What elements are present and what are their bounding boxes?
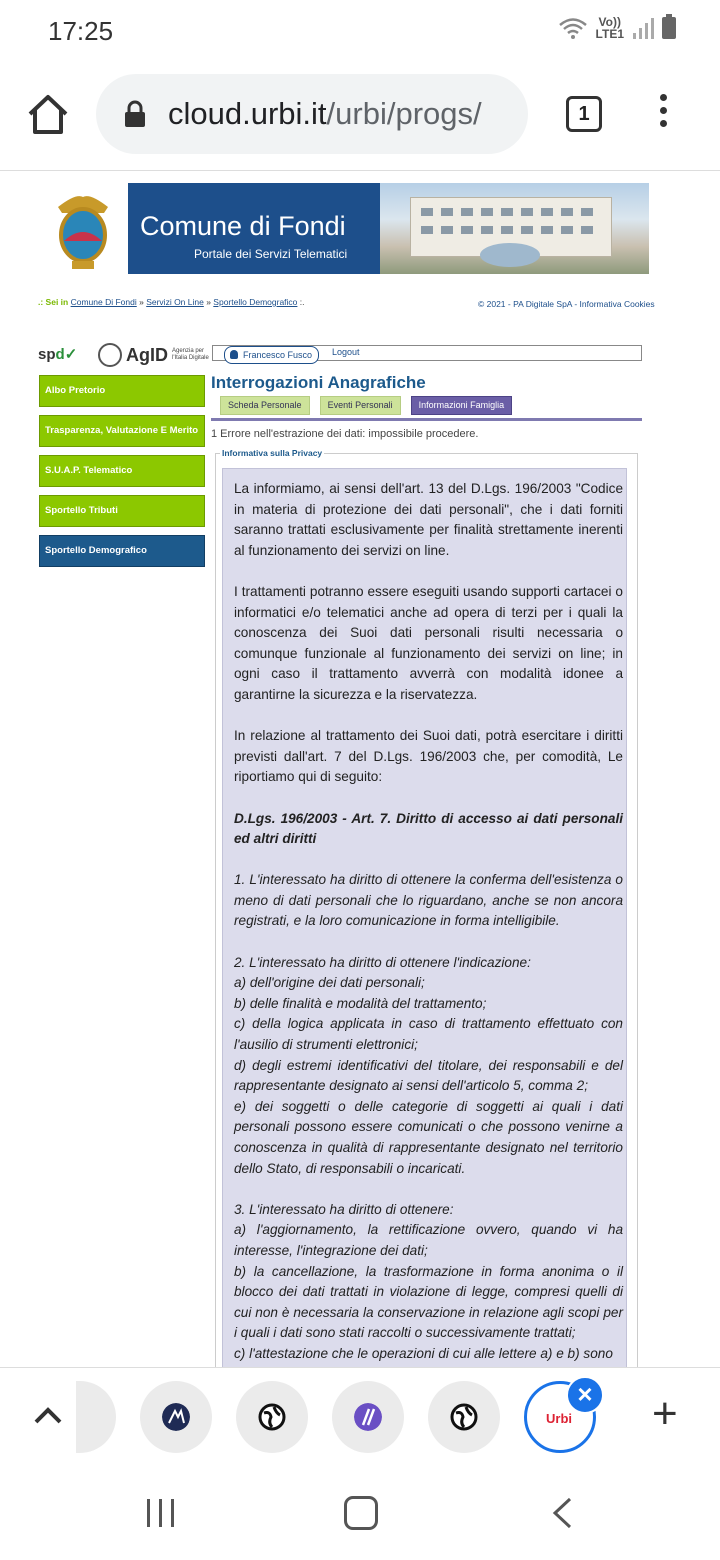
more-menu-icon[interactable] bbox=[656, 94, 670, 134]
privacy-clause: b) delle finalità e modalità del trattamento; bbox=[234, 995, 487, 1011]
privacy-paragraph: In relazione al trattamento dei Suoi dati, potrà esercitare i diritti previsti dall'art. 7 del D.Lgs. 196/2003 che, per comodità, Le riportiamo qui di seguito: bbox=[234, 728, 623, 785]
privacy-clause: a) l'aggiornamento, la rettificazione ovvero, quando vi ha interesse, l'integrazione dei dati; bbox=[234, 1222, 623, 1258]
privacy-paragraph: I trattamenti potranno essere eseguiti usando supporti cartacei o informatici e/o telematici anche ad opera di terzi per i quali la conoscenza dei Suoi dati personali risulti necessaria o comunque funzionale al funzionamento dei servizi on line; in ogni caso il trattamento avverrà con modalità idonee a garantirne la sicurezza e la riservatezza. bbox=[234, 583, 623, 702]
agid-logo: AgID Agenzia per l'Italia Digitale bbox=[98, 343, 212, 367]
signal-icon bbox=[632, 17, 654, 39]
privacy-clause: c) l'attestazione che le operazioni di cui alle lettere a) e b) sono bbox=[234, 1345, 613, 1361]
tab-thumbnail[interactable] bbox=[76, 1381, 116, 1453]
privacy-article-heading: D.Lgs. 196/2003 - Art. 7. Diritto di accesso ai dati personali ed altri diritti bbox=[234, 810, 623, 847]
browser-toolbar bbox=[0, 62, 720, 171]
privacy-fieldset bbox=[215, 448, 638, 1367]
new-tab-icon[interactable]: + bbox=[652, 1389, 678, 1438]
privacy-clause: e) dei soggetti o delle categorie di soggetti ai quali i dati personali possono essere comunicati o che possono venirne a conoscenza in qualità di rappresentante designato nel territorio dello Stato, di responsabili o incaricati. bbox=[234, 1098, 623, 1176]
privacy-clause: b) la cancellazione, la trasformazione in forma anonima o il blocco dei dati trattati in violazione di legge, compresi quelli di cui non è necessaria la conservazione in relazione agli scopi per i quali i dati sono stati raccolti o successivamente trattati; bbox=[234, 1263, 623, 1341]
lock-icon bbox=[124, 100, 146, 128]
sidebar-nav bbox=[39, 375, 205, 575]
tab-scheda-personale[interactable]: Scheda Personale bbox=[220, 396, 310, 415]
privacy-clause: 2. L'interessato ha diritto di ottenere l'indicazione: bbox=[234, 954, 531, 970]
tab-thumbnail[interactable] bbox=[332, 1381, 404, 1453]
privacy-clause: a) dell'origine dei dati personali; bbox=[234, 975, 425, 991]
system-nav-bar bbox=[0, 1466, 720, 1560]
web-page bbox=[0, 171, 720, 1367]
sidebar-item-albo-pretorio[interactable]: Albo Pretorio bbox=[39, 375, 205, 407]
network-indicator: Vo)) LTE1 bbox=[595, 15, 624, 41]
tab-thumbnail[interactable] bbox=[428, 1381, 500, 1453]
tab-switcher-bar bbox=[0, 1367, 720, 1467]
globe-icon bbox=[258, 1403, 286, 1431]
coat-of-arms-logo bbox=[38, 183, 128, 274]
breadcrumb-comune[interactable]: Comune Di Fondi bbox=[70, 297, 137, 307]
recent-apps-icon[interactable] bbox=[146, 1498, 176, 1528]
privacy-clause: 1. L'interessato ha diritto di ottenere la conferma dell'esistenza o meno di dati personali che lo riguardano, anche se non ancora registrati, e la loro comunicazione in forma intelligibile. bbox=[234, 872, 623, 929]
header-banner bbox=[38, 183, 649, 274]
tab-informazioni-famiglia[interactable]: Informazioni Famiglia bbox=[411, 396, 513, 415]
breadcrumb-sportello[interactable]: Sportello Demografico bbox=[213, 297, 298, 307]
privacy-text-box[interactable] bbox=[222, 468, 627, 1367]
page-title: Interrogazioni Anagrafiche bbox=[211, 373, 426, 392]
urbi-logo: Urbi bbox=[546, 1411, 572, 1426]
tab-count-button[interactable]: 1 bbox=[566, 96, 602, 132]
tab-thumbnail[interactable] bbox=[140, 1381, 212, 1453]
tab-eventi-personali[interactable]: Eventi Personali bbox=[320, 396, 401, 415]
town-hall-photo bbox=[380, 183, 649, 274]
home-icon[interactable] bbox=[26, 92, 70, 136]
status-time: 17:25 bbox=[48, 16, 114, 46]
privacy-legend: Informativa sulla Privacy bbox=[222, 448, 323, 458]
back-icon[interactable] bbox=[550, 1496, 574, 1530]
content-tabs bbox=[220, 396, 512, 415]
sidebar-item-tributi[interactable]: Sportello Tributi bbox=[39, 495, 205, 527]
breadcrumb-servizi[interactable]: Servizi On Line bbox=[146, 297, 204, 307]
banner-subtitle: Portale dei Servizi Telematici bbox=[194, 247, 348, 261]
globe-icon bbox=[450, 1403, 478, 1431]
banner-title: Comune di Fondi bbox=[140, 211, 346, 241]
divider bbox=[211, 418, 642, 421]
privacy-clause: 3. L'interessato ha diritto di ottenere: bbox=[234, 1201, 454, 1217]
tab-thumbnail[interactable] bbox=[236, 1381, 308, 1453]
status-bar bbox=[0, 0, 720, 62]
copyright-link[interactable]: © 2021 - PA Digitale SpA - Informativa Cookies bbox=[478, 299, 655, 309]
privacy-paragraph: La informiamo, ai sensi dell'art. 13 del D.Lgs. 196/2003 "Codice in materia di protezione dei dati personali", che i dati forniti saranno trattati esclusivamente per finalità strettamente inerenti al funzionamento dei servizi on line. bbox=[234, 481, 623, 558]
logout-link[interactable]: Logout bbox=[332, 347, 360, 357]
breadcrumb: .: Sei in Comune Di Fondi » Servizi On Line » Sportello Demografico :. bbox=[38, 297, 305, 307]
spid-logo: spd✓ bbox=[38, 346, 78, 363]
wifi-icon bbox=[558, 17, 588, 39]
home-nav-icon[interactable] bbox=[344, 1496, 378, 1530]
address-bar[interactable] bbox=[96, 74, 528, 154]
error-message: 1 Errore nell'estrazione dei dati: impossibile procedere. bbox=[211, 428, 479, 440]
chevron-up-icon[interactable] bbox=[30, 1398, 66, 1434]
sidebar-item-trasparenza[interactable]: Trasparenza, Valutazione E Merito bbox=[39, 415, 205, 447]
privacy-clause: d) degli estremi identificativi del titolare, dei responsabili e del rappresentante designato ai sensi dell'articolo 5, comma 2; bbox=[234, 1057, 623, 1094]
agid-seal-icon bbox=[98, 343, 122, 367]
sidebar-item-demografico[interactable]: Sportello Demografico bbox=[39, 535, 205, 567]
site-favicon-icon bbox=[162, 1403, 190, 1431]
battery-icon bbox=[662, 17, 676, 39]
url-text: cloud.urbi.it/urbi/progs/ bbox=[168, 96, 482, 131]
privacy-text bbox=[234, 479, 623, 1365]
user-name-button[interactable]: Francesco Fusco bbox=[224, 346, 319, 364]
main-content bbox=[211, 373, 642, 1361]
site-favicon-icon bbox=[354, 1403, 382, 1431]
sidebar-item-suap[interactable]: S.U.A.P. Telematico bbox=[39, 455, 205, 487]
privacy-clause: c) della logica applicata in caso di trattamento effettuato con l'ausilio di strumenti elettronici; bbox=[234, 1016, 623, 1053]
close-tab-icon[interactable]: × bbox=[566, 1376, 604, 1414]
user-icon bbox=[230, 350, 238, 359]
